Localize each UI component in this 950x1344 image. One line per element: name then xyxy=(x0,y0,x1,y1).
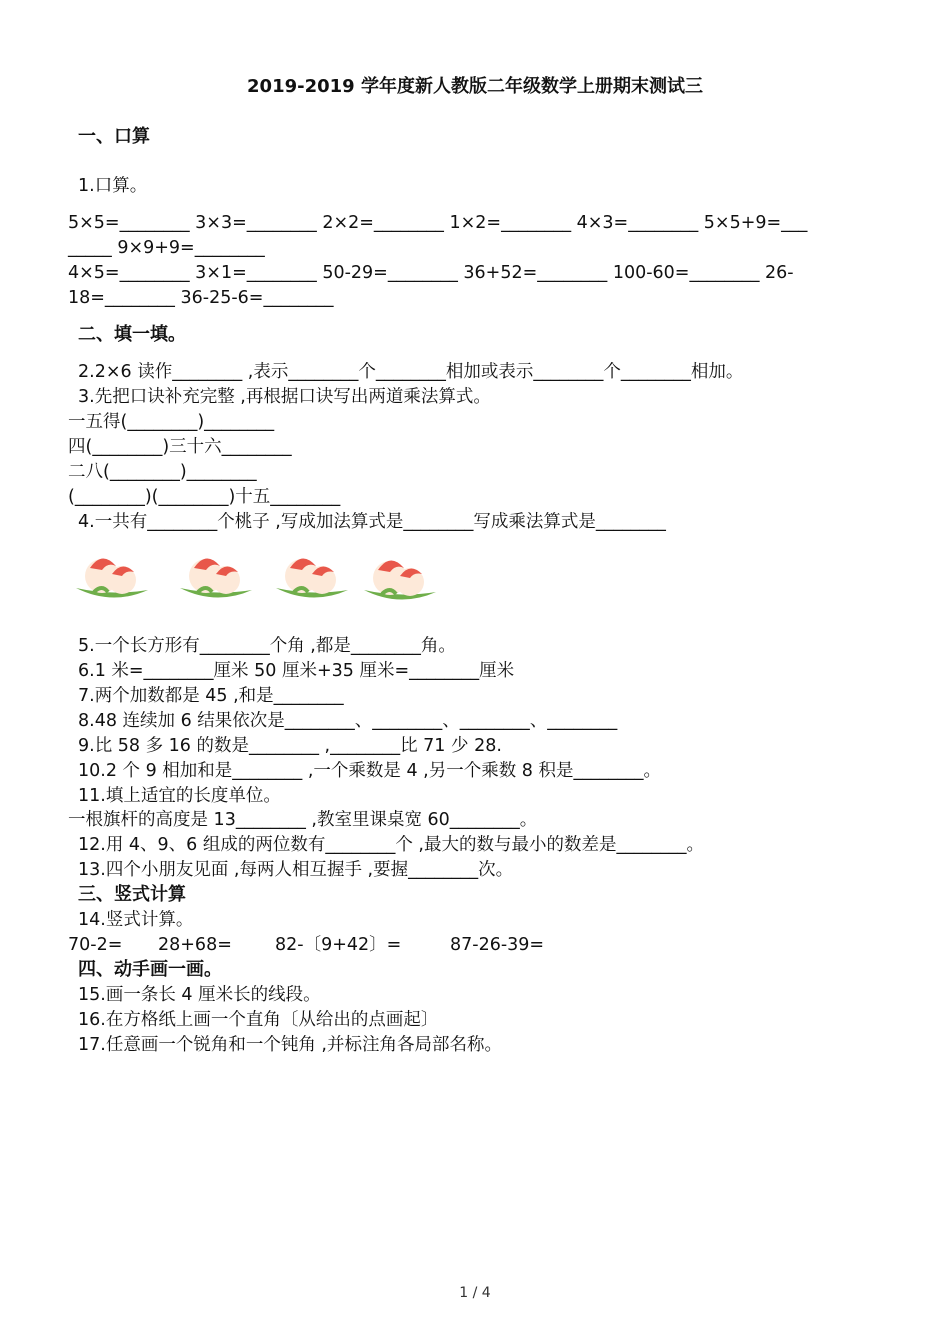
calc-item-1: 70-2= xyxy=(68,935,123,955)
peach-image xyxy=(176,540,256,606)
question-12: 12.用 4、9、6 组成的两位数有________个 ,最大的数与最小的数差是________。 xyxy=(78,835,704,855)
rhyme-line-1: 一五得(________)________ xyxy=(68,412,275,432)
oral-line-3: 4×5=________ 3×1=________ 50-29=________ 36+52=________ 100-60=________ 26- xyxy=(68,263,794,283)
question-8: 8.48 连续加 6 结果依次是________、________、________、________ xyxy=(78,711,618,731)
section-heading-oral: 一、口算 xyxy=(78,126,150,147)
rhyme-line-2: 四(________)三十六________ xyxy=(68,437,292,457)
question-13: 13.四个小朋友见面 ,每两人相互握手 ,要握________次。 xyxy=(78,860,514,880)
section-heading-vertical: 三、竖式计算 xyxy=(78,884,186,905)
question-14: 14.竖式计算。 xyxy=(78,910,194,930)
question-10: 10.2 个 9 相加和是________ ,一个乘数是 4 ,另一个乘数 8 积是________。 xyxy=(78,761,661,781)
peach-image xyxy=(272,540,352,606)
page-number: 1 / 4 xyxy=(459,1285,491,1301)
oral-line-2: _____ 9×9+9=________ xyxy=(68,238,265,258)
question-1: 1.口算。 xyxy=(78,176,148,196)
question-6: 6.1 米=________厘米 50 厘米+35 厘米=________厘米 xyxy=(78,661,515,681)
question-15: 15.画一条长 4 厘米长的线段。 xyxy=(78,985,321,1005)
question-17: 17.任意画一个锐角和一个钝角 ,并标注角各局部名称。 xyxy=(78,1035,502,1055)
document-title: 2019-2019 学年度新人教版二年级数学上册期末测试三 xyxy=(247,76,703,97)
rhyme-line-4: (________)(________)十五________ xyxy=(68,487,341,507)
section-heading-draw: 四、动手画一画。 xyxy=(78,959,222,980)
question-7: 7.两个加数都是 45 ,和是________ xyxy=(78,686,344,706)
question-5: 5.一个长方形有________个角 ,都是________角。 xyxy=(78,636,456,656)
question-11-detail: 一根旗杆的高度是 13________ ,教室里课桌宽 60________。 xyxy=(68,810,538,830)
question-2: 2.2×6 读作________ ,表示________个________相加或表示________个________相加。 xyxy=(78,362,744,382)
question-4: 4.一共有________个桃子 ,写成加法算式是________写成乘法算式是________ xyxy=(78,512,666,532)
calc-item-4: 87-26-39= xyxy=(450,935,545,955)
question-9: 9.比 58 多 16 的数是________ ,________比 71 少 28. xyxy=(78,736,502,756)
peach-image xyxy=(72,540,152,606)
oral-line-4: 18=________ 36-25-6=________ xyxy=(68,288,334,308)
question-16: 16.在方格纸上画一个直角〔从给出的点画起〕 xyxy=(78,1010,439,1030)
question-11: 11.填上适宜的长度单位。 xyxy=(78,786,281,806)
peach-image xyxy=(360,542,440,608)
oral-line-1: 5×5=________ 3×3=________ 2×2=________ 1×2=________ 4×3=________ 5×5+9=___ xyxy=(68,213,808,233)
calc-item-3: 82-〔9+42〕= xyxy=(275,935,402,955)
section-heading-fill: 二、填一填。 xyxy=(78,324,186,345)
calc-item-2: 28+68= xyxy=(158,935,232,955)
question-3: 3.先把口诀补充完整 ,再根据口诀写出两道乘法算式。 xyxy=(78,387,491,407)
rhyme-line-3: 二八(________)________ xyxy=(68,462,257,482)
